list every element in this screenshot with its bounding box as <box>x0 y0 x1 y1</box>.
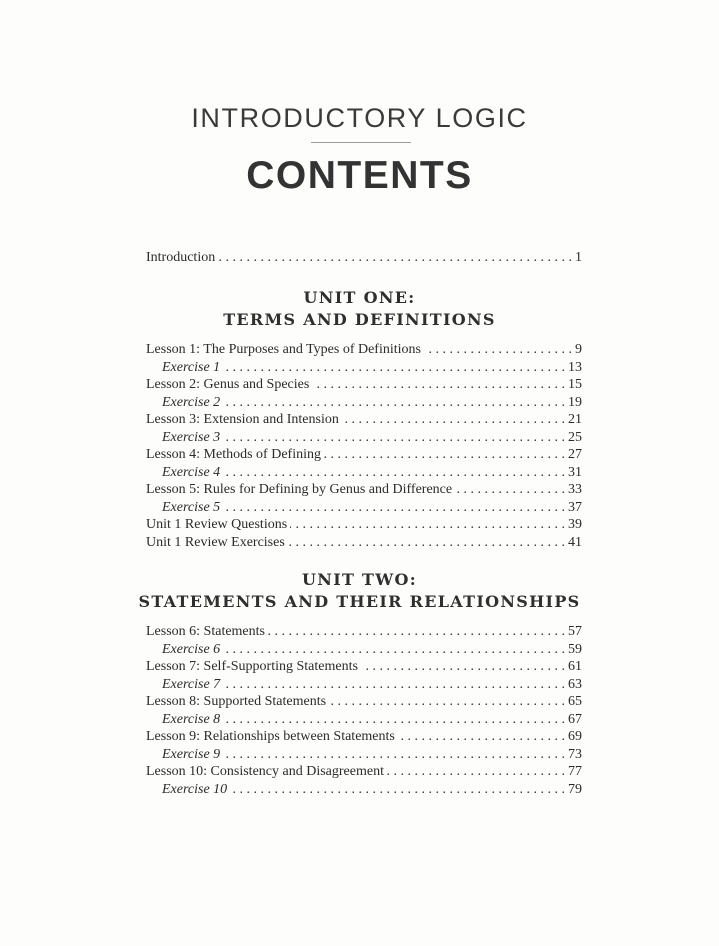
toc-entry-introduction[interactable] <box>146 249 582 267</box>
toc-entry-label: Lesson 4: Methods of Defining <box>146 447 321 462</box>
toc-entry-unit-1-review-exercises[interactable] <box>146 534 582 552</box>
dot-leader <box>223 499 565 517</box>
toc-entry-label: Lesson 2: Genus and Species <box>146 377 310 392</box>
toc-unit-one <box>146 341 582 551</box>
toc-entry-page: 37 <box>568 499 582 515</box>
toc-entry-page: 25 <box>568 429 582 445</box>
page-title: CONTENTS <box>246 154 473 197</box>
unit-one-heading-line1: UNIT ONE: <box>303 288 416 307</box>
title-divider <box>311 142 411 143</box>
dot-leader <box>230 781 565 799</box>
toc-entry-exercise-9[interactable] <box>146 746 582 764</box>
toc-entry-lesson-5[interactable] <box>146 481 582 499</box>
toc-entry-page: 13 <box>568 359 582 375</box>
toc-entry-page: 61 <box>568 659 582 674</box>
dot-leader <box>398 728 565 746</box>
dot-leader <box>268 623 565 641</box>
toc-entry-page: 31 <box>568 464 582 480</box>
toc-entry-lesson-1[interactable] <box>146 341 582 359</box>
toc-entry-label: Exercise 9 <box>162 746 221 762</box>
dot-leader <box>324 446 565 464</box>
toc-entry-page: 1 <box>575 250 582 265</box>
dot-leader <box>223 394 565 412</box>
dot-leader <box>223 746 565 764</box>
toc-entry-label: Exercise 4 <box>162 464 221 480</box>
toc-entry-page: 33 <box>568 482 582 497</box>
toc-entry-label: Unit 1 Review Questions <box>146 517 288 532</box>
toc-entry-label: Lesson 7: Self-Supporting Statements <box>146 659 358 674</box>
toc-entry-lesson-4[interactable] <box>146 446 582 464</box>
dot-leader <box>223 464 565 482</box>
dot-leader <box>312 376 565 394</box>
toc-entry-lesson-7[interactable] <box>146 658 582 676</box>
toc-entry-exercise-4[interactable] <box>146 464 582 482</box>
toc-entry-label: Lesson 6: Statements <box>146 624 265 639</box>
toc-entry-page: 15 <box>568 377 582 392</box>
toc-entry-label: Exercise 2 <box>162 394 221 410</box>
dot-leader <box>223 676 565 694</box>
toc-entry-page: 73 <box>568 746 582 762</box>
toc-entry-page: 57 <box>568 624 582 639</box>
toc-intro <box>146 249 582 267</box>
toc-entry-label: Exercise 10 <box>162 781 228 797</box>
toc-entry-unit-1-review-questions[interactable] <box>146 516 582 534</box>
dot-leader <box>455 481 565 499</box>
toc-entry-lesson-3[interactable] <box>146 411 582 429</box>
toc-entry-lesson-6[interactable] <box>146 623 582 641</box>
toc-entry-exercise-10[interactable] <box>146 781 582 799</box>
toc-entry-page: 59 <box>568 641 582 657</box>
toc-entry-page: 19 <box>568 394 582 410</box>
dot-leader <box>329 693 565 711</box>
toc-entry-lesson-8[interactable] <box>146 693 582 711</box>
dot-leader <box>424 341 572 359</box>
toc-entry-lesson-10[interactable] <box>146 763 582 781</box>
toc-entry-label: Unit 1 Review Exercises <box>146 534 285 550</box>
toc-entry-label: Lesson 5: Rules for Defining by Genus and Difference <box>146 482 453 497</box>
toc-entry-page: 41 <box>568 534 582 550</box>
toc-entry-page: 39 <box>568 517 582 532</box>
unit-one-heading-line2: TERMS AND DEFINITIONS <box>223 310 496 329</box>
toc-entry-label: Lesson 9: Relationships between Statements <box>146 729 395 744</box>
toc-entry-lesson-2[interactable] <box>146 376 582 394</box>
toc-entry-label: Introduction <box>146 250 216 265</box>
toc-entry-page: 67 <box>568 711 582 727</box>
toc-unit-two <box>146 623 582 798</box>
dot-leader <box>223 429 565 447</box>
toc-entry-label: Exercise 6 <box>162 641 221 657</box>
dot-leader <box>361 658 565 676</box>
dot-leader <box>218 249 572 267</box>
toc-entry-label: Exercise 1 <box>162 359 221 375</box>
dot-leader <box>342 411 565 429</box>
toc-entry-exercise-1[interactable] <box>146 359 582 377</box>
unit-two-heading-line1: UNIT TWO: <box>302 570 417 589</box>
book-title: INTRODUCTORY LOGIC <box>191 103 528 133</box>
toc-entry-page: 21 <box>568 412 582 427</box>
toc-entry-page: 63 <box>568 676 582 692</box>
toc-entry-exercise-5[interactable] <box>146 499 582 517</box>
dot-leader <box>288 534 565 552</box>
unit-two-heading-line2: STATEMENTS AND THEIR RELATIONSHIPS <box>138 592 581 611</box>
toc-entry-page: 79 <box>568 781 582 797</box>
toc-entry-label: Exercise 3 <box>162 429 221 445</box>
toc-entry-exercise-8[interactable] <box>146 711 582 729</box>
toc-entry-page: 27 <box>568 447 582 462</box>
toc-entry-exercise-2[interactable] <box>146 394 582 412</box>
toc-entry-label: Lesson 3: Extension and Intension <box>146 412 339 427</box>
toc-entry-exercise-3[interactable] <box>146 429 582 447</box>
toc-entry-exercise-7[interactable] <box>146 676 582 694</box>
dot-leader <box>387 763 565 781</box>
toc-entry-label: Lesson 8: Supported Statements <box>146 694 327 709</box>
dot-leader <box>223 359 565 377</box>
toc-entry-exercise-6[interactable] <box>146 641 582 659</box>
toc-entry-page: 69 <box>568 729 582 744</box>
toc-entry-page: 65 <box>568 694 582 709</box>
toc-entry-label: Exercise 8 <box>162 711 221 727</box>
toc-entry-lesson-9[interactable] <box>146 728 582 746</box>
dot-leader <box>223 641 565 659</box>
toc-entry-page: 9 <box>575 342 582 357</box>
toc-entry-page: 77 <box>568 764 582 779</box>
toc-entry-label: Lesson 10: Consistency and Disagreement <box>146 764 384 779</box>
toc-entry-label: Exercise 5 <box>162 499 221 515</box>
dot-leader <box>290 516 565 534</box>
toc-entry-label: Lesson 1: The Purposes and Types of Definitions <box>146 342 421 357</box>
toc-entry-label: Exercise 7 <box>162 676 221 692</box>
dot-leader <box>223 711 565 729</box>
